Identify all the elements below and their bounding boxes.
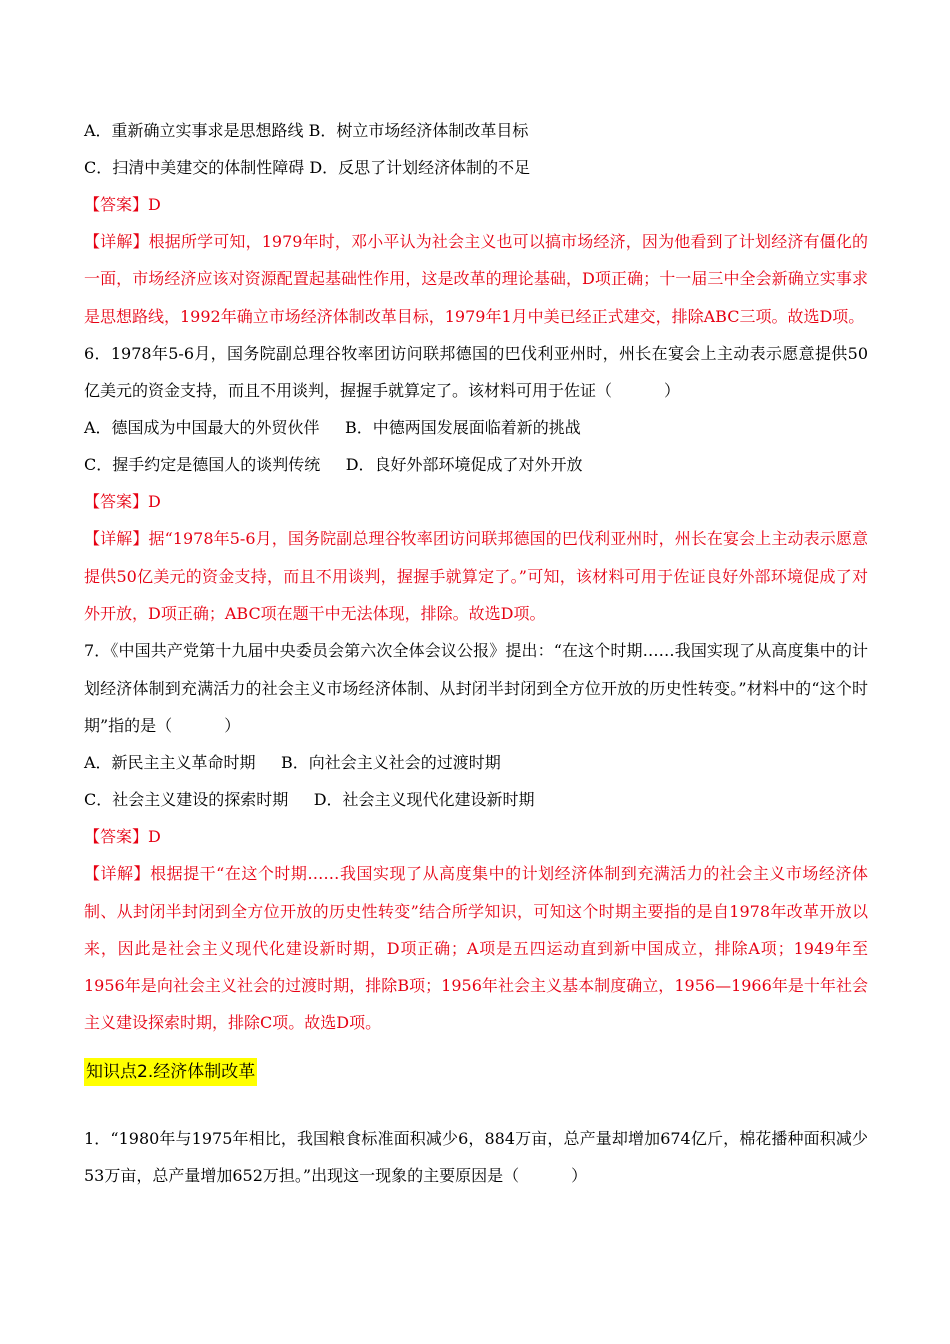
q5-detail	[84, 223, 868, 335]
s2q1-stem-end: ）	[571, 1166, 588, 1186]
q6-option-a: A．德国成为中国最大的外贸伙伴	[84, 418, 320, 438]
q7-stem	[84, 632, 868, 744]
q7-option-c: C．社会主义建设的探索时期	[84, 790, 289, 810]
q7-option-d: D．社会主义现代化建设新时期	[313, 790, 535, 810]
q7-detail-label: 【详解】	[84, 864, 151, 884]
q5-option-b: B．树立市场经济体制改革目标	[308, 121, 529, 140]
q6-options-cd	[84, 446, 868, 483]
q6-detail-label: 【详解】	[84, 529, 149, 549]
q6-options-ab	[84, 409, 868, 446]
s2q1-stem-text: 1．“1980年与1975年相比，我国粮食标准面积减少6，884万亩，总产量却增加674亿斤，棉花播种面积减少53万亩，总产量增加652万担。”出现这一现象的主要原因是（	[84, 1128, 868, 1186]
q7-stem-text: 7．《中国共产党第十九届中央委员会第六次全体会议公报》提出：“在这个时期……我国实现了从高度集中的计划经济体制到充满活力的社会主义市场经济体制、从封闭半封闭到全方位开放的历史性转变。”材料中的“这个时期”指的是（	[84, 641, 868, 735]
q7-detail-text: 根据提干“在这个时期……我国实现了从高度集中的计划经济体制到充满活力的社会主义市场经济体制、从封闭半封闭到全方位开放的历史性转变”结合所学知识，可知这个时期主要指的是自1978年改革开放以来，因此是社会主义现代化建设新时期，D项正确；A项是五四运动直到新中国成立，排除A项；1949年至1956年是向社会主义社会的过渡时期，排除B项；1956年社会主义基本制度确立，1956—1966年是十年社会主义建设探索时期，排除C项。故选D项。	[84, 864, 868, 1033]
q6-detail-text: 据“1978年5-6月，国务院副总理谷牧率团访问联邦德国的巴伐利亚州时，州长在宴会上主动表示愿意提供50亿美元的资金支持，而且不用谈判，握握手就算定了。”可知，该材料可用于佐证良好外部环境促成了对外开放，D项正确；ABC项在题干中无法体现，排除。故选D项。	[84, 529, 868, 624]
q6-option-b: B．中德两国发展面临着新的挑战	[345, 418, 581, 438]
q7-stem-end: ）	[224, 715, 241, 735]
q5-detail-label: 【详解】	[84, 232, 149, 251]
q6-answer: 【答案】D	[84, 492, 161, 512]
q5-options-cd	[84, 149, 868, 186]
q6-detail	[84, 520, 868, 632]
q5-options-ab	[84, 112, 868, 149]
q5-option-a: A．重新确立实事求是思想路线	[84, 121, 304, 140]
q6-stem-text: 6．1978年5-6月，国务院副总理谷牧率团访问联邦德国的巴伐利亚州时，州长在宴会上主动表示愿意提供50亿美元的资金支持，而且不用谈判，握握手就算定了。该材料可用于佐证（	[84, 343, 868, 401]
q6-option-d: D．良好外部环境促成了对外开放	[345, 455, 583, 475]
q6-option-c: C．握手约定是德国人的谈判传统	[84, 455, 321, 475]
q5-option-d: D．反思了计划经济体制的不足	[309, 158, 531, 177]
section-heading-wrap	[84, 1058, 868, 1098]
q6-stem-end: ）	[664, 381, 681, 401]
section-heading: 知识点2.经济体制改革	[84, 1058, 257, 1086]
q5-answer: 【答案】D	[84, 195, 161, 214]
q5-detail-text: 根据所学可知，1979年时，邓小平认为社会主义也可以搞市场经济，因为他看到了计划经济有僵化的一面，市场经济应该对资源配置起基础性作用，这是改革的理论基础，D项正确；十一届三中全会新确立实事求是思想路线，1992年确立市场经济体制改革目标，1979年1月中美已经正式建交，排除ABC三项。故选D项。	[84, 232, 868, 326]
q7-options-cd	[84, 781, 868, 818]
q7-option-a: A．新民主主义革命时期	[84, 753, 256, 773]
q7-detail	[84, 855, 868, 1041]
q7-options-ab	[84, 744, 868, 781]
q7-option-b: B．向社会主义社会的过渡时期	[281, 753, 501, 773]
q5-option-c: C．扫清中美建交的体制性障碍	[84, 158, 305, 177]
s2q1-stem	[84, 1120, 868, 1195]
q6-stem	[84, 335, 868, 410]
document-content	[84, 112, 868, 1194]
q7-answer: 【答案】D	[84, 827, 161, 847]
